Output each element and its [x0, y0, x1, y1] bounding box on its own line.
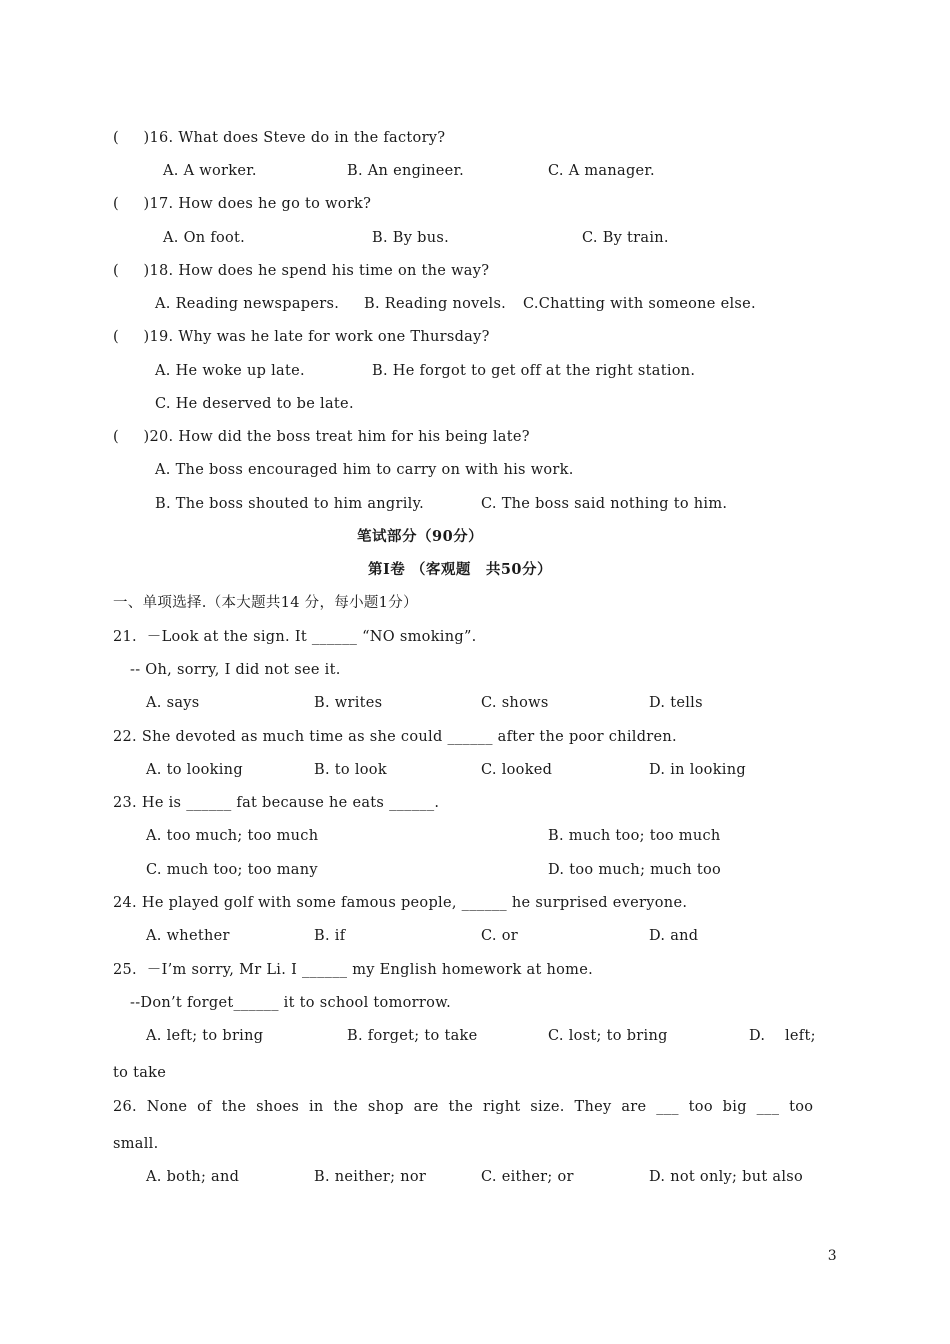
- question-20-option-a: A. The boss encouraged him to carry on with his work.: [155, 462, 574, 478]
- question-16-option-c: C. A manager.: [548, 163, 655, 179]
- question-25-option-a: A. left; to bring: [146, 1028, 264, 1044]
- question-25-option-b: B. forget; to take: [347, 1028, 478, 1044]
- page-number: 3: [827, 1248, 837, 1264]
- question-20-option-c: C. The boss said nothing to him.: [481, 496, 728, 512]
- question-22-option-b: B. to look: [314, 762, 387, 778]
- question-17-stem: ( )17. How does he go to work?: [113, 196, 372, 212]
- question-18-option-b: B. Reading novels.: [364, 296, 507, 312]
- question-24-option-b: B. if: [314, 928, 346, 944]
- question-19-option-b: B. He forgot to get off at the right station.: [372, 363, 696, 379]
- question-20-option-b: B. The boss shouted to him angrily.: [155, 496, 425, 512]
- question-19-stem: ( )19. Why was he late for work one Thursday?: [113, 329, 490, 345]
- question-19-option-c: C. He deserved to be late.: [155, 396, 354, 412]
- question-25-option-d-continued: to take: [113, 1065, 167, 1081]
- question-24-option-d: D. and: [649, 928, 699, 944]
- question-22-option-d: D. in looking: [649, 762, 746, 778]
- question-17-option-a: A. On foot.: [163, 230, 246, 246]
- question-21-option-d: D. tells: [649, 695, 703, 711]
- question-24-option-a: A. whether: [146, 928, 230, 944]
- question-23-option-d: D. too much; much too: [548, 862, 722, 878]
- question-20-stem: ( )20. How did the boss treat him for his being late?: [113, 429, 530, 445]
- section-subtitle: 第Ⅰ卷 （客观题 共50分）: [368, 561, 553, 578]
- question-19-option-a: A. He woke up late.: [155, 363, 305, 379]
- question-26-option-c: C. either; or: [481, 1169, 574, 1185]
- part-heading: 一、单项选择.（本大题共14 分，每小题1分）: [113, 595, 418, 611]
- question-18-option-c: C.Chatting with someone else.: [523, 296, 756, 312]
- section-title: 笔试部分（90分）: [357, 528, 484, 545]
- question-25-option-c: C. lost; to bring: [548, 1028, 668, 1044]
- question-21-reply: -- Oh, sorry, I did not see it.: [130, 662, 341, 678]
- question-25-stem: 25. －I’m sorry, Mr Li. I ______ my English homework at home.: [113, 962, 593, 978]
- question-23-stem: 23. He is ______ fat because he eats ______.: [113, 795, 440, 811]
- question-23-option-a: A. too much; too much: [146, 828, 319, 844]
- question-16-stem: ( )16. What does Steve do in the factory?: [113, 130, 446, 146]
- question-21-option-c: C. shows: [481, 695, 549, 711]
- question-25-option-d: D. left;: [749, 1028, 816, 1044]
- question-17-option-c: C. By train.: [582, 230, 669, 246]
- question-25-reply: --Don’t forget______ it to school tomorrow.: [130, 995, 452, 1011]
- question-16-option-b: B. An engineer.: [347, 163, 465, 179]
- question-26-option-d: D. not only; but also: [649, 1169, 804, 1185]
- question-26-option-b: B. neither; nor: [314, 1169, 427, 1185]
- question-22-stem: 22. She devoted as much time as she could ______ after the poor children.: [113, 729, 677, 745]
- question-23-option-b: B. much too; too much: [548, 828, 721, 844]
- question-22-option-a: A. to looking: [146, 762, 243, 778]
- question-18-stem: ( )18. How does he spend his time on the way?: [113, 263, 490, 279]
- question-17-option-b: B. By bus.: [372, 230, 450, 246]
- question-21-option-a: A. says: [146, 695, 200, 711]
- question-26-stem: 26. None of the shoes in the shop are the right size. They are ___ too big ___ too: [113, 1099, 814, 1115]
- question-21-stem: 21. －Look at the sign. It ______ “NO smoking”.: [113, 629, 477, 645]
- question-26-option-a: A. both; and: [146, 1169, 240, 1185]
- question-26-stem-continued: small.: [113, 1136, 159, 1152]
- question-24-stem: 24. He played golf with some famous people, ______ he surprised everyone.: [113, 895, 688, 911]
- question-22-option-c: C. looked: [481, 762, 553, 778]
- question-23-option-c: C. much too; too many: [146, 862, 318, 878]
- question-21-option-b: B. writes: [314, 695, 383, 711]
- question-18-option-a: A. Reading newspapers.: [155, 296, 340, 312]
- question-16-option-a: A. A worker.: [163, 163, 257, 179]
- question-24-option-c: C. or: [481, 928, 518, 944]
